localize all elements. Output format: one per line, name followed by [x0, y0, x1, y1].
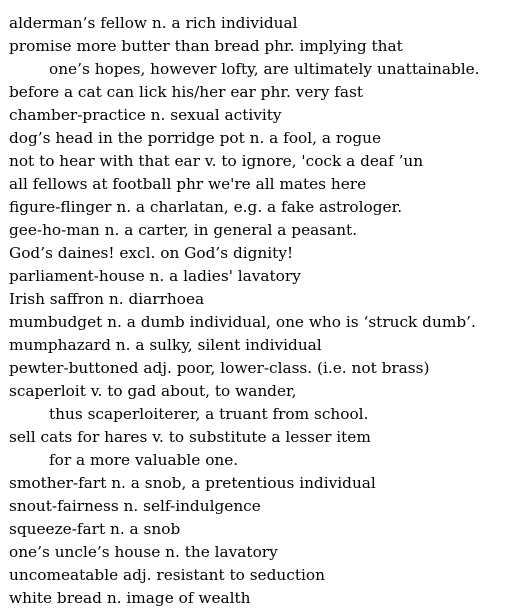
- glossary-list: [9, 12, 524, 610]
- glossary-line: God’s daines! excl. on God’s dignity!: [9, 244, 294, 262]
- glossary-line: sell cats for hares v. to substitute a lesser item: [9, 428, 371, 446]
- glossary-line: smother-fart n. a snob, a pretentious individual: [9, 474, 376, 492]
- glossary-line: mumbudget n. a dumb individual, one who is ‘struck dumb’.: [9, 313, 476, 331]
- glossary-line: one’s uncle’s house n. the lavatory: [9, 543, 278, 561]
- glossary-line-continuation: one’s hopes, however lofty, are ultimately unattainable.: [49, 60, 480, 78]
- glossary-line: uncomeatable adj. resistant to seduction: [9, 566, 325, 584]
- glossary-line: chamber-practice n. sexual activity: [9, 106, 282, 124]
- glossary-line: not to hear with that ear v. to ignore, 'cock a deaf ’un: [9, 152, 424, 170]
- glossary-line: pewter-buttoned adj. poor, lower-class. (i.e. not brass): [9, 359, 430, 377]
- glossary-line: snout-fairness n. self-indulgence: [9, 497, 261, 515]
- glossary-line: before a cat can lick his/her ear phr. very fast: [9, 83, 363, 101]
- glossary-line: scaperloit v. to gad about, to wander,: [9, 382, 297, 400]
- glossary-line: white bread n. image of wealth: [9, 589, 251, 607]
- glossary-line: alderman’s fellow n. a rich individual: [9, 14, 298, 32]
- glossary-line: gee-ho-man n. a carter, in general a peasant.: [9, 221, 358, 239]
- glossary-line: parliament-house n. a ladies' lavatory: [9, 267, 301, 285]
- glossary-line-continuation: for a more valuable one.: [49, 451, 239, 469]
- glossary-line: squeeze-fart n. a snob: [9, 520, 181, 538]
- glossary-line-continuation: thus scaperloiterer, a truant from school.: [49, 405, 369, 423]
- glossary-line: all fellows at football phr we're all mates here: [9, 175, 367, 193]
- glossary-line: mumphazard n. a sulky, silent individual: [9, 336, 322, 354]
- glossary-line: figure-flinger n. a charlatan, e.g. a fake astrologer.: [9, 198, 403, 216]
- glossary-line: promise more butter than bread phr. implying that: [9, 37, 403, 55]
- glossary-line: Irish saffron n. diarrhoea: [9, 290, 205, 308]
- glossary-line: dog’s head in the porridge pot n. a fool, a rogue: [9, 129, 382, 147]
